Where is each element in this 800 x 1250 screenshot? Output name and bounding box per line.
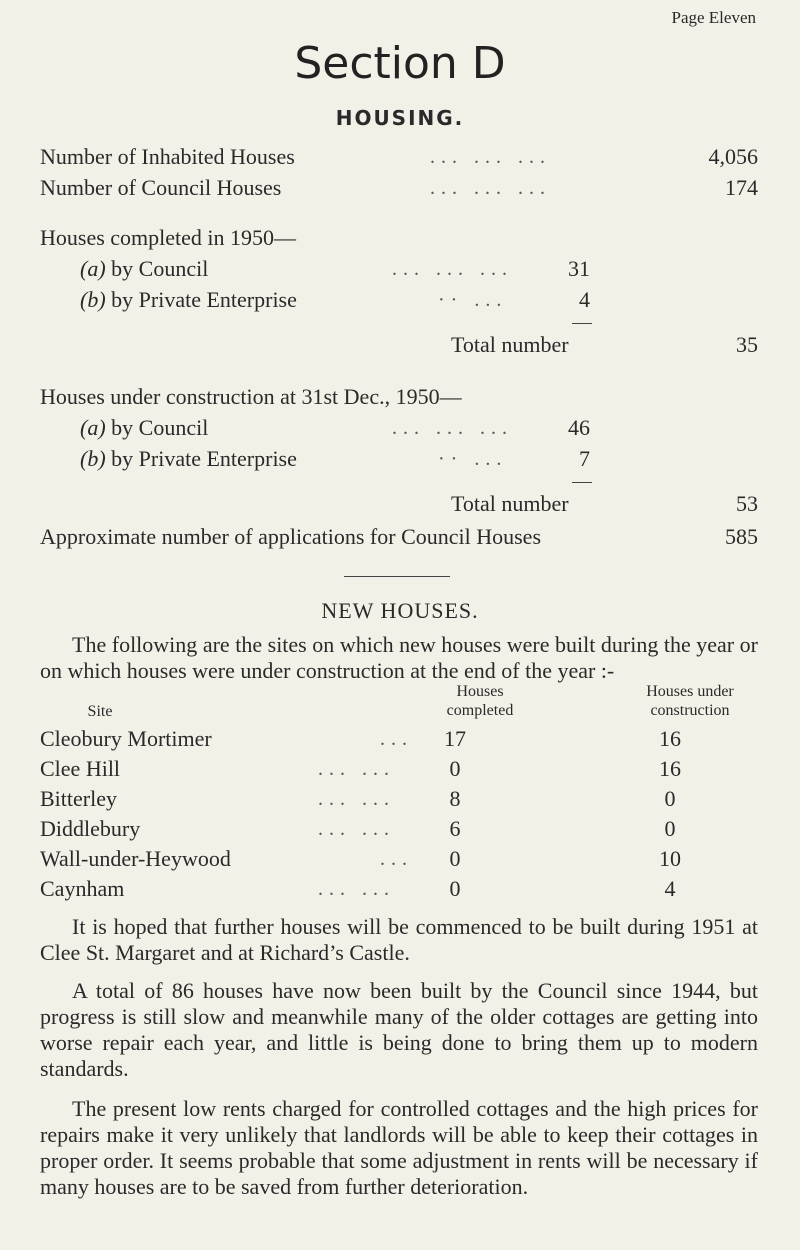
paragraph-progress: A total of 86 houses have now been built by the Council since 1944, but progress is still slow and meanwhile many of the older cottages are getting into worse repair each year, and little is being done to bring them up to modern standards. [40, 978, 758, 1081]
construction-a-value: 46 [568, 415, 590, 440]
construction-b-value: 7 [579, 446, 590, 471]
construction-item-council [80, 415, 208, 441]
page-label: Page Eleven [671, 8, 756, 27]
completed-a-label: by Council [111, 256, 209, 281]
table-row-site: Wall-under-Heywood [40, 846, 231, 871]
table-row-site: Clee Hill [40, 756, 121, 781]
paragraph-further-houses: It is hoped that further houses will be commenced to be built during 1951 at Clee St. Margaret and at Richard’s Castle. [40, 914, 758, 965]
inhabited-houses-value: 4,056 [708, 144, 758, 169]
table-row-dots: ... [380, 848, 413, 870]
inhabited-houses-label: Number of Inhabited Houses [40, 144, 295, 169]
construction-heading: Houses under construction at 31st Dec., 1950— [40, 384, 462, 409]
table-row-completed: 6 [449, 816, 461, 841]
completed-b-label: by Private Enterprise [111, 287, 297, 312]
subtitle: HOUSING. [335, 106, 465, 130]
completed-total-label: Total number [451, 332, 569, 357]
table-row-site: Diddlebury [40, 816, 141, 841]
table-header-completed-line1: Houses [456, 683, 504, 700]
construction-sum-rule [572, 482, 592, 483]
completed-heading: Houses completed in 1950— [40, 225, 297, 250]
table-row-construction: 16 [659, 756, 681, 781]
construction-b-label: by Private Enterprise [111, 446, 297, 471]
construction-total-value: 53 [736, 491, 758, 516]
section-title: Section D [294, 38, 506, 89]
table-header-completed [410, 682, 550, 720]
completed-sum-rule [572, 323, 592, 324]
intro-paragraph: The following are the sites on which new houses were built during the year or on which houses were under construction at the end of the year :- [40, 632, 758, 683]
paragraph-rents: The present low rents charged for controlled cottages and the high prices for repairs make it very unlikely that landlords will be able to keep their cottages in proper order. It seems probable that some adjustment in rents will be necessary if many houses are to be saved from further deterioration. [40, 1096, 758, 1199]
construction-b-dots: ·· ... [438, 448, 508, 470]
applications-label: Approximate number of applications for Council Houses [40, 524, 542, 549]
construction-a-label: by Council [111, 415, 209, 440]
table-header-construction [600, 682, 780, 720]
table-header-construction-line1: Houses under [646, 683, 734, 700]
inhabited-houses-dots: ... ... ... [430, 146, 551, 168]
completed-a-prefix: (a) [80, 256, 106, 281]
completed-item-council [80, 256, 208, 282]
construction-total-label: Total number [451, 491, 569, 516]
table-row-dots: ... ... [318, 788, 395, 810]
table-row-dots: ... ... [318, 758, 395, 780]
table-row-completed: 0 [449, 846, 461, 871]
table-row-construction: 0 [664, 786, 676, 811]
table-row-completed: 0 [449, 756, 461, 781]
table-row-construction: 0 [664, 816, 676, 841]
construction-a-prefix: (a) [80, 415, 106, 440]
completed-a-dots: ... ... ... [392, 258, 513, 280]
table-row-completed: 8 [449, 786, 461, 811]
completed-b-prefix: (b) [80, 287, 106, 312]
section-divider [344, 576, 450, 577]
table-row-site: Bitterley [40, 786, 117, 811]
construction-a-dots: ... ... ... [392, 417, 513, 439]
table-header-construction-line2: construction [650, 702, 730, 719]
construction-b-prefix: (b) [80, 446, 106, 471]
table-row-dots: ... ... [318, 818, 395, 840]
council-houses-value: 174 [725, 175, 758, 200]
table-row-dots: ... [380, 728, 413, 750]
completed-a-value: 31 [568, 256, 590, 281]
table-row-site: Caynham [40, 876, 125, 901]
table-header-site: Site [87, 703, 113, 720]
completed-b-dots: ·· ... [438, 289, 508, 311]
table-row-construction: 10 [659, 846, 681, 871]
new-houses-heading: NEW HOUSES. [321, 598, 479, 623]
completed-total-value: 35 [736, 332, 758, 357]
completed-b-value: 4 [579, 287, 590, 312]
council-houses-label: Number of Council Houses [40, 175, 282, 200]
construction-item-private [80, 446, 297, 472]
applications-value: 585 [725, 524, 758, 549]
table-header-completed-line2: completed [446, 702, 514, 719]
table-row-site: Cleobury Mortimer [40, 726, 212, 751]
table-row-completed: 0 [449, 876, 461, 901]
table-row-construction: 4 [664, 876, 676, 901]
table-row-construction: 16 [659, 726, 681, 751]
council-houses-dots: ... ... ... [430, 177, 551, 199]
completed-item-private [80, 287, 297, 313]
table-row-dots: ... ... [318, 878, 395, 900]
table-row-completed: 17 [444, 726, 466, 751]
